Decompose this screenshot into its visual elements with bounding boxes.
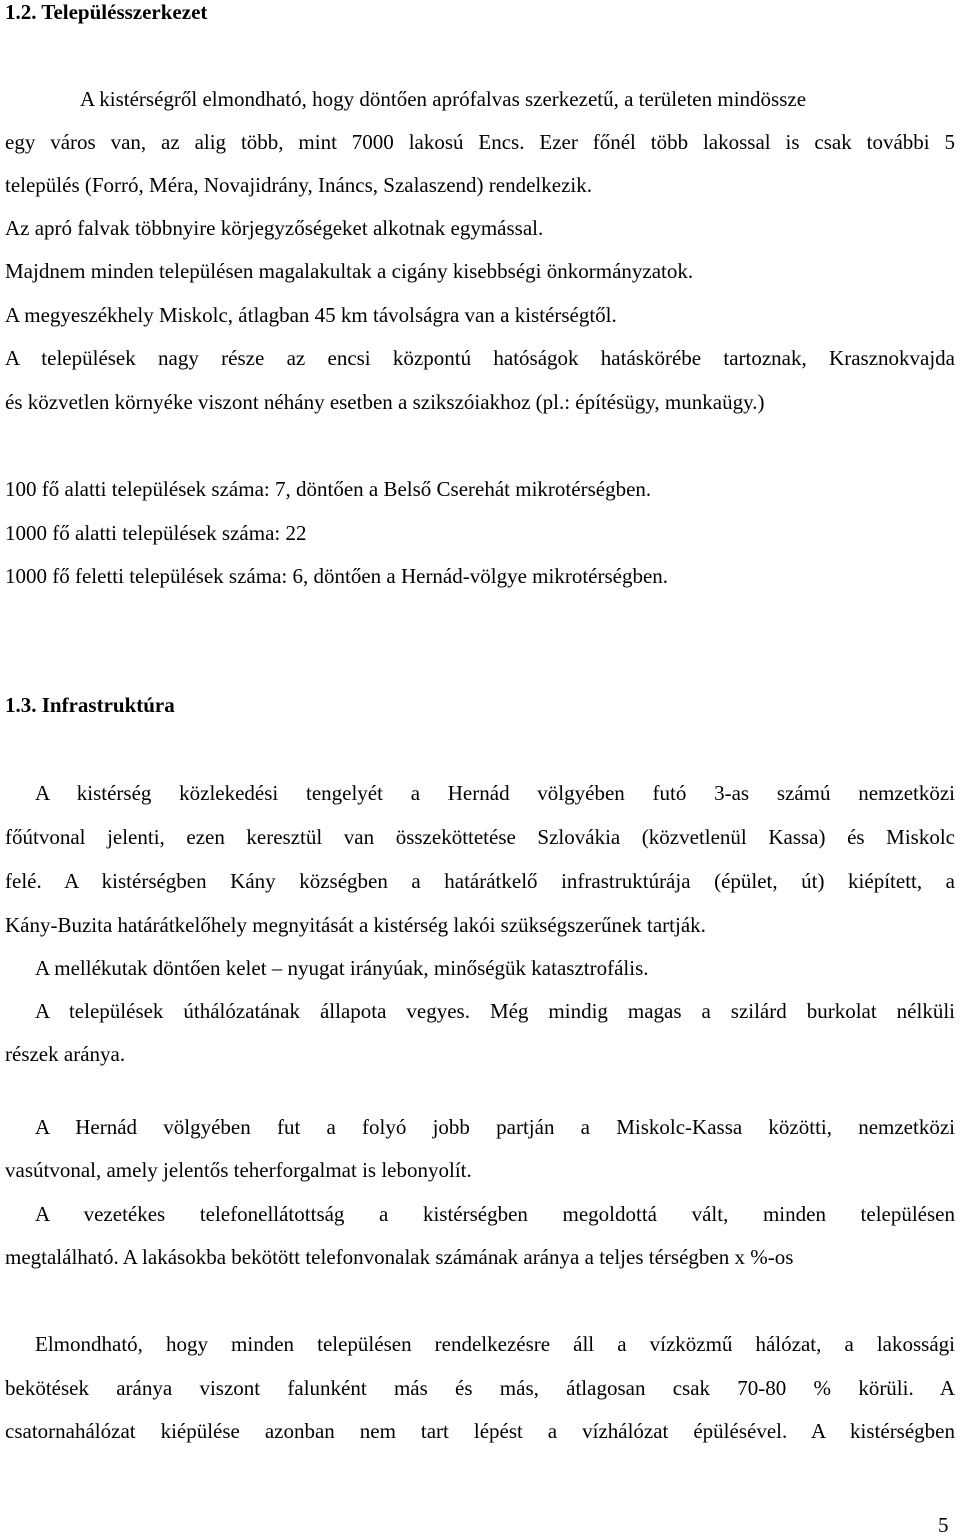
paragraph-line: A Hernád völgyében fut a folyó jobb partján a Miskolc-Kassa közötti, nemzetközi [35,1115,955,1139]
paragraph-line: bekötések aránya viszont falunként más és más, átlagosan csak 70-80 % körüli. A [5,1376,955,1400]
paragraph-line: csatornahálózat kiépülése azonban nem tart lépést a vízhálózat épülésével. A kistérségben [5,1419,955,1443]
paragraph-line: Az apró falvak többnyire körjegyzőségeket alkotnak egymással. [5,216,544,240]
paragraph-line: A vezetékes telefonellátottság a kistérségben megoldottá vált, minden településen [35,1202,955,1226]
statistic-line: 1000 fő alatti települések száma: 22 [5,521,307,545]
section-heading-1-3: 1.3. Infrastruktúra [5,693,175,717]
statistic-line: 100 fő alatti települések száma: 7, döntően a Belső Cserehát mikrotérségben. [5,477,652,501]
page-number: 5 [938,1513,949,1537]
paragraph-line: A kistérségről elmondható, hogy döntően aprófalvas szerkezetű, a területen mindössze [80,87,807,111]
paragraph-line: felé. A kistérségben Kány községben a határátkelő infrastruktúrája (épület, út) kiépített, a [5,869,955,893]
paragraph-line: település (Forró, Méra, Novajidrány, Ináncs, Szalaszend) rendelkezik. [5,173,592,197]
paragraph-line: Elmondható, hogy minden településen rendelkezésre áll a vízközmű hálózat, a lakossági [35,1332,955,1356]
paragraph-line: A települések nagy része az encsi központú hatóságok hatáskörébe tartoznak, Krasznokvajda [5,346,955,370]
paragraph-line: Kány-Buzita határátkelőhely megnyitását a kistérség lakói szükségszerűnek tartják. [5,913,706,937]
paragraph-line: és közvetlen környéke viszont néhány esetben a szikszóiakhoz (pl.: építésügy, munkaügy.) [5,390,765,414]
paragraph-line: Majdnem minden településen magalakultak a cigány kisebbségi önkormányzatok. [5,259,694,283]
paragraph-line: A megyeszékhely Miskolc, átlagban 45 km távolságra van a kistérségtől. [5,303,617,327]
paragraph-line: A kistérség közlekedési tengelyét a Hernád völgyében futó 3-as számú nemzetközi [35,781,955,805]
paragraph-line: vasútvonal, amely jelentős teherforgalmat is lebonyolít. [5,1158,472,1182]
section-heading-1-2: 1.2. Településszerkezet [5,0,208,24]
paragraph-line: A mellékutak döntően kelet – nyugat irányúak, minőségük katasztrofális. [35,956,649,980]
paragraph-line: részek aránya. [5,1042,126,1066]
paragraph-line: egy város van, az alig több, mint 7000 lakosú Encs. Ezer főnél több lakossal is csak további 5 [5,130,955,154]
statistic-line: 1000 fő feletti települések száma: 6, döntően a Hernád-völgye mikrotérségben. [5,564,669,588]
paragraph-line: megtalálható. A lakásokba bekötött telefonvonalak számának aránya a teljes térségben x %-os [5,1245,794,1269]
paragraph-line: A települések úthálózatának állapota vegyes. Még mindig magas a szilárd burkolat nélküli [35,999,955,1023]
paragraph-line: főútvonal jelenti, ezen keresztül van összeköttetése Szlovákia (közvetlenül Kassa) és Miskolc [5,825,955,849]
